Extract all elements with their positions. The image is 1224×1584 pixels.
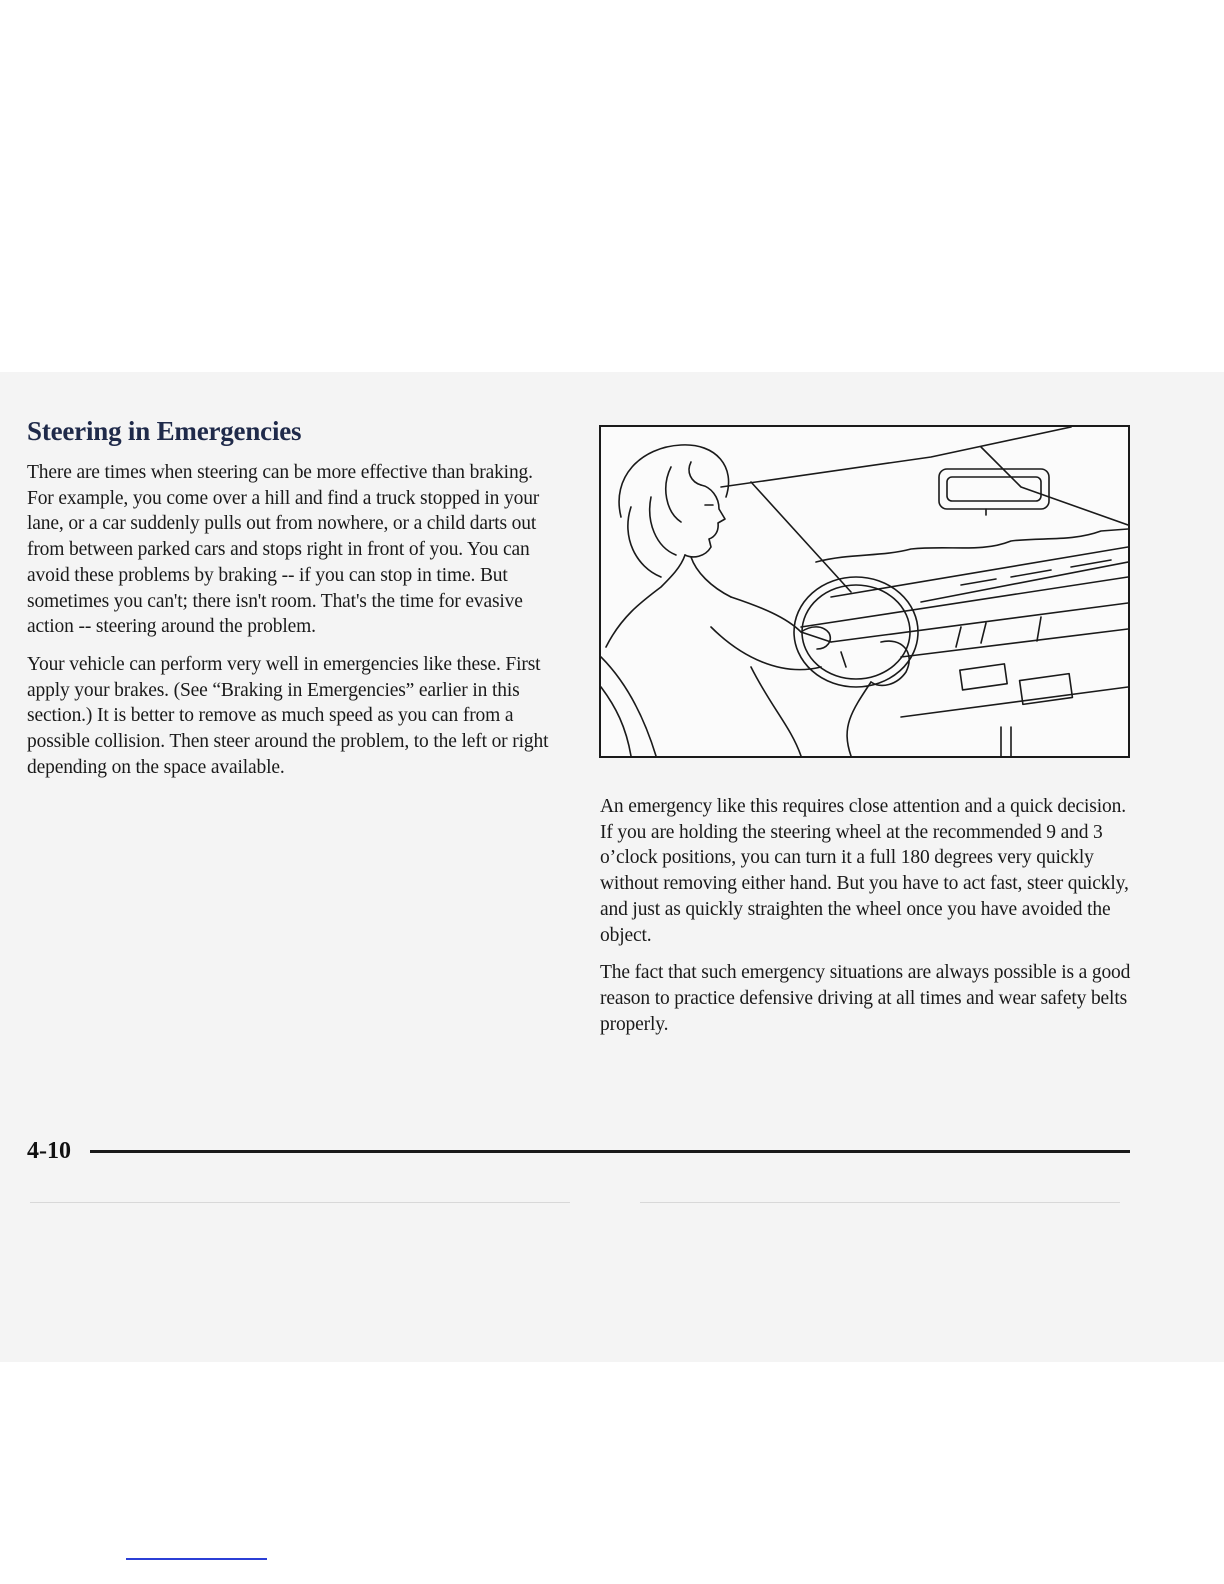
driver-steering-icon xyxy=(601,427,1128,756)
left-paragraph-2: Your vehicle can perform very well in emergencies like these. First apply your brakes. (See “Braking in Emergencies” earlier in this section.) It is better to remove as much speed as you can from a possible collision. Then steer around the problem, to the left or right depending on the space available. xyxy=(27,653,549,778)
section-title: Steering in Emergencies xyxy=(27,416,302,446)
footer-rule xyxy=(90,1150,1130,1153)
left-paragraph-1: There are times when steering can be more effective than braking. For example, you come over a hill and find a truck stopped in your lane, or a car suddenly pulls out from nowhere, or a child darts out from between parked cars and stops right in front of you. You can avoid these problems by braking -- if you can stop in time. But sometimes you can't; there isn't room. That's the time for evasive action -- steering around the problem. xyxy=(27,462,540,638)
right-column xyxy=(600,794,1132,1049)
driver-illustration xyxy=(599,425,1130,758)
left-column xyxy=(27,460,549,792)
link-underline[interactable] xyxy=(126,1558,267,1560)
right-paragraph-1: An emergency like this requires close attention and a quick decision. If you are holding the steering wheel at the recommended 9 and 3 o’clock positions, you can turn it a full 180 degrees very quickly without removing either hand. But you have to act fast, steer quickly, and just as quickly straighten the wheel once you have avoided the object. xyxy=(600,796,1129,946)
scan-artifact-line xyxy=(640,1202,1120,1203)
scan-artifact-line xyxy=(30,1202,570,1203)
page-number: 4-10 xyxy=(27,1138,71,1164)
right-paragraph-2: The fact that such emergency situations are always possible is a good reason to practice defensive driving at all times and wear safety belts properly. xyxy=(600,962,1131,1035)
